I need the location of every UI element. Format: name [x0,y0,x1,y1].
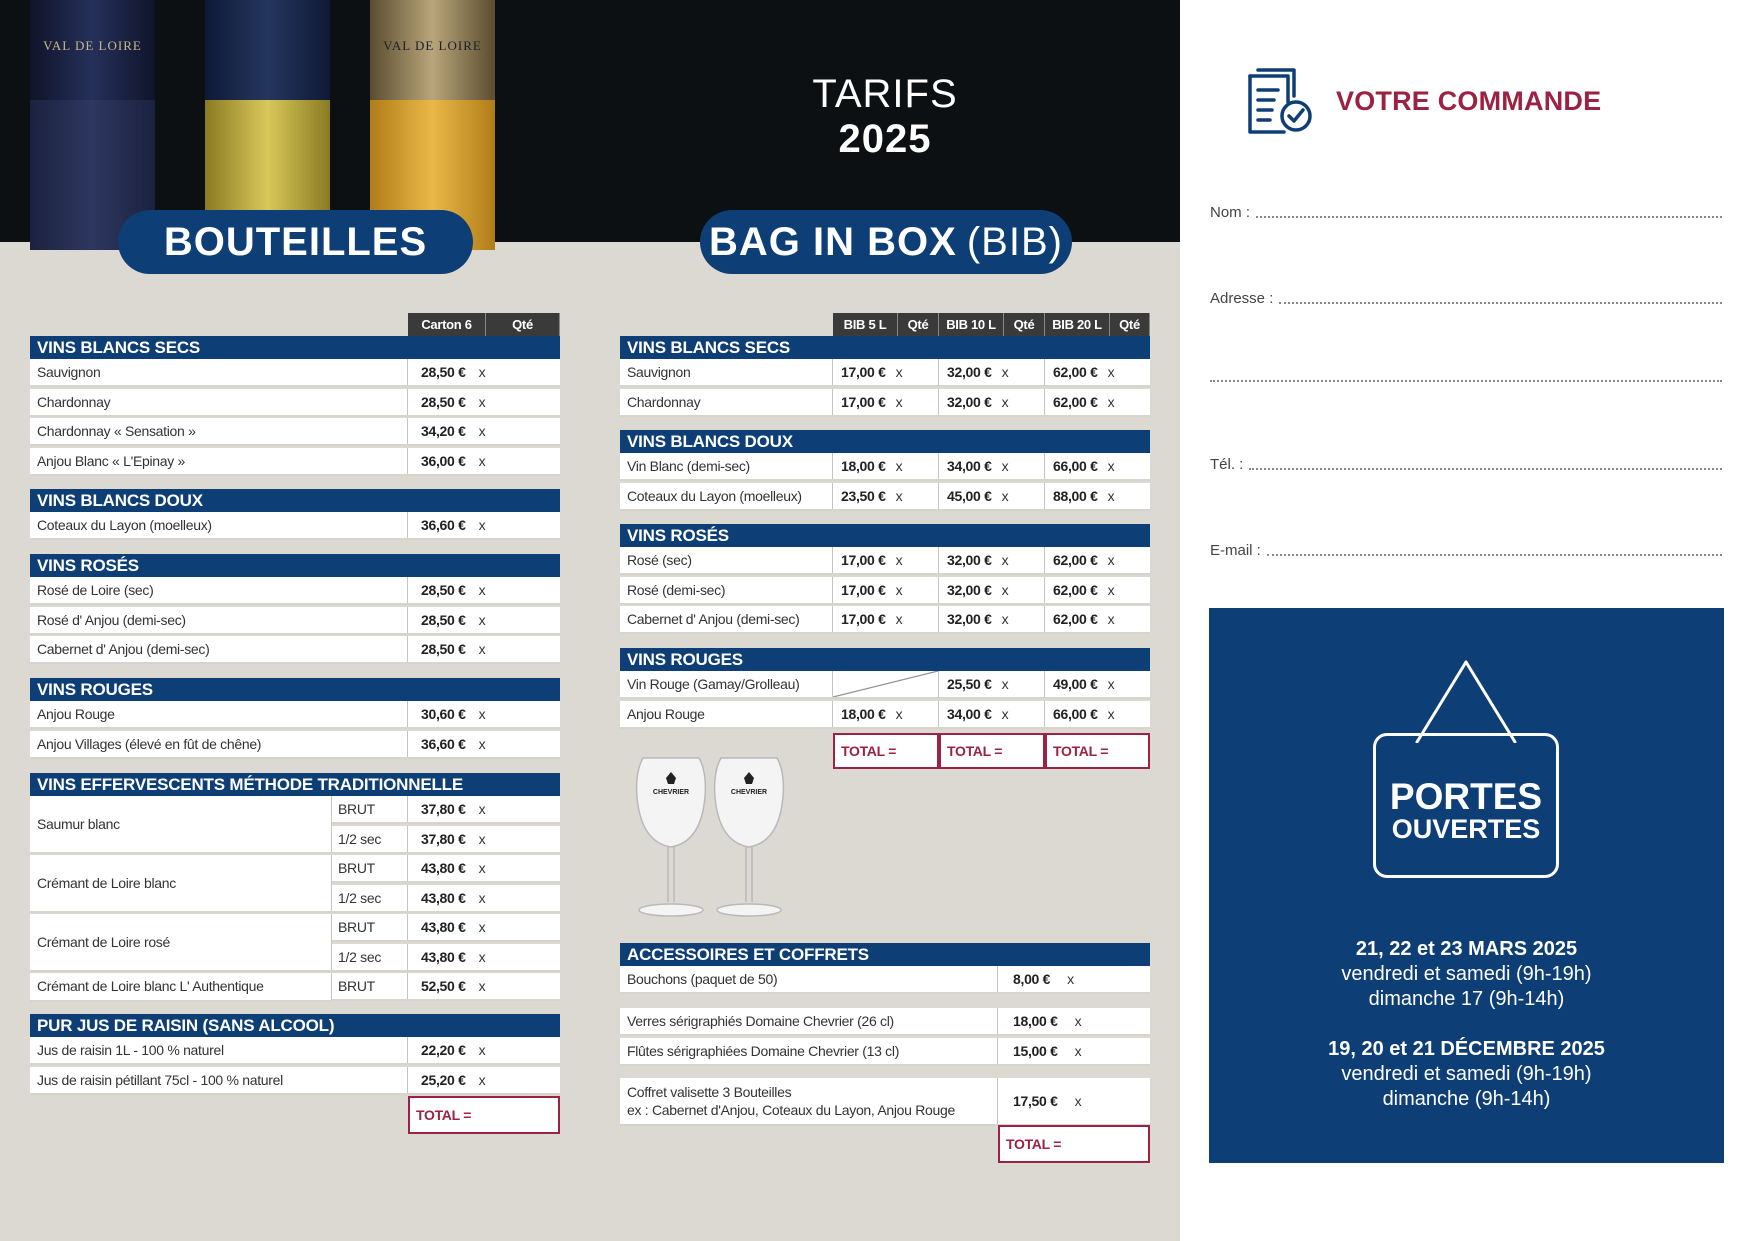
price-cell[interactable] [1045,389,1150,415]
table-row [332,914,560,942]
product-name: Bouchons (paquet de 50) [620,966,998,992]
price: 25,50 € [947,676,992,692]
price-cell[interactable] [408,701,560,727]
price-cell[interactable] [408,855,560,881]
order-panel [1180,0,1754,1241]
product-name: Crémant de Loire rosé [30,914,332,970]
price: 36,60 € [421,735,466,752]
section-header: PUR JUS DE RAISIN (SANS ALCOOL) [30,1014,560,1037]
product-name: Anjou Villages (élevé en fût de chêne) [30,731,408,757]
address-field[interactable]: Adresse : [1210,290,1722,307]
price: 18,00 € [841,705,886,722]
price: 32,00 € [947,552,992,568]
product-name: Cabernet d' Anjou (demi-sec) [30,636,408,662]
table-row [332,826,560,854]
qty-x: x [1107,552,1115,568]
price: 17,00 € [841,581,886,598]
group-name [30,914,332,972]
price-cell[interactable] [939,577,1045,603]
price: 18,00 € [841,458,886,474]
price: 23,50 € [841,487,886,504]
variant: BRUT [332,796,408,822]
col-header: Qté [1004,313,1045,336]
price-cell[interactable] [833,577,939,603]
qty-x: x [478,919,486,935]
product-name: Chardonnay [620,389,833,415]
table-row [30,636,560,664]
price-cell[interactable] [1045,671,1150,697]
table-row [620,966,1150,994]
qty-x: x [1107,393,1115,410]
price-cell[interactable] [408,914,560,940]
qty-x: x [1107,364,1115,380]
price: 66,00 € [1053,458,1098,474]
event-dates: 19, 20 et 21 DÉCEMBRE 2025 [1328,1038,1605,1060]
table-row [30,1037,560,1065]
table-row [30,701,560,729]
variant: 1/2 sec [332,826,408,852]
section-header: ACCESSOIRES ET COFFRETS [620,943,1150,966]
price: 34,00 € [947,458,992,474]
qty-x: x [1001,487,1009,504]
table-row [332,944,560,972]
qty-x: x [1107,676,1115,692]
variant: BRUT [332,914,408,940]
product-name: Rosé (sec) [620,547,833,573]
price-cell[interactable] [939,359,1045,385]
qty-x: x [478,364,486,380]
order-title: VOTRE COMMANDE [1336,86,1602,116]
price-cell[interactable] [408,607,560,633]
group-name [30,973,332,1002]
qty-x: x [478,860,486,876]
qty-x: x [1001,581,1009,598]
price-cell[interactable] [939,483,1045,509]
qty-x: x [895,581,903,598]
qty-x: x [1107,611,1115,627]
price: 36,60 € [421,517,466,533]
table-row [620,577,1150,605]
table-row [30,389,560,417]
price-cell[interactable] [408,731,560,757]
qty-x: x [478,423,486,439]
table-row [30,731,560,759]
price-cell[interactable] [1045,547,1150,573]
section-header: VINS ROUGES [620,648,1150,671]
qty-x: x [1074,1013,1082,1029]
product-name: Crémant de Loire blanc L' Authentique [30,973,332,1000]
price: 43,80 € [421,860,466,876]
section-header: VINS ROSÉS [30,554,560,577]
table-row [332,855,560,883]
qty-x: x [1107,705,1115,722]
qty-x: x [1074,1043,1082,1059]
price-cell[interactable] [833,547,939,573]
product-name: Anjou Rouge [620,701,833,727]
qty-x: x [895,552,903,568]
bottle-image: VAL DE LOIRE [30,0,155,250]
variant: 1/2 sec [332,944,408,970]
qty-x: x [478,517,486,533]
price: 28,50 € [421,582,466,598]
total-box[interactable]: TOTAL = [998,1125,1150,1163]
qty-x: x [1001,705,1009,722]
qty-x: x [478,641,486,657]
email-field[interactable]: E-mail : [1210,542,1722,559]
variant: 1/2 sec [332,885,408,911]
group-name [30,796,332,854]
price: 34,20 € [421,423,466,439]
section-header: VINS BLANCS SECS [30,336,560,359]
product-name: Vin Blanc (demi-sec) [620,453,833,479]
price: 43,80 € [421,919,466,935]
price: 52,50 € [421,978,466,994]
phone-field[interactable]: Tél. : [1210,456,1722,473]
qty-x: x [478,978,486,994]
price-cell[interactable] [408,885,560,911]
glass-brand: CHEVRIER [730,789,768,796]
price: 15,00 € [1013,1043,1058,1059]
bottle-image: VAL DE LOIRE [370,0,495,250]
col-qte: Qté [486,313,560,336]
price-cell[interactable] [833,359,939,385]
event-dates: 21, 22 et 23 MARS 2025 [1355,938,1578,960]
qty-x: x [1067,971,1074,987]
bib-title: BAG IN BOX (BIB) [700,210,1072,274]
product-name: Sauvignon [30,359,408,385]
total-box[interactable]: TOTAL = [1045,733,1150,769]
price: 62,00 € [1053,393,1098,410]
col-header: BIB 10 L [939,313,1004,336]
product-name [620,1078,998,1124]
glass-brand: CHEVRIER [652,789,690,796]
price-cell[interactable] [939,453,1045,479]
table-row [332,885,560,913]
qty-x: x [1001,364,1009,380]
price: 17,50 € [1013,1093,1058,1109]
product-name: Anjou Blanc « L'Epinay » [30,448,408,474]
qty-x: x [478,801,486,817]
price-cell[interactable] [1045,577,1150,603]
wine-glasses-image [625,752,795,922]
table-row [30,448,560,476]
qty-x: x [478,452,486,469]
price: 37,80 € [421,801,466,817]
price: 43,80 € [421,948,466,965]
product-name: Rosé d' Anjou (demi-sec) [30,607,408,633]
qty-x: x [478,1042,486,1058]
qty-x: x [1001,393,1009,410]
price-cell[interactable] [939,701,1045,727]
section-header: VINS BLANCS SECS [620,336,1150,359]
product-name: Sauvignon [620,359,833,385]
table-row [620,483,1150,511]
price: 17,00 € [841,364,886,380]
price: 32,00 € [947,581,992,598]
table-row [332,796,560,824]
address-line-2[interactable] [1210,370,1722,385]
open-days-title: PORTES OUVERTES [1389,776,1543,844]
qty-x: x [895,611,903,627]
qty-x: x [895,705,903,722]
group-name [30,855,332,913]
section-header: VINS BLANCS DOUX [30,489,560,512]
hanging-sign-icon [1409,658,1524,743]
price-cell[interactable] [408,973,560,999]
product-name: Cabernet d' Anjou (demi-sec) [620,606,833,632]
event-hours: vendredi et samedi (9h-19h) [1341,1063,1592,1085]
col-carton: Carton 6 [408,313,486,336]
price: 34,00 € [947,705,992,722]
total-box[interactable]: TOTAL = [408,1096,560,1134]
col-header: BIB 20 L [1045,313,1110,336]
col-header: BIB 5 L [833,313,898,336]
table-row [30,577,560,605]
total-box[interactable]: TOTAL = [939,733,1045,769]
price-cell[interactable] [833,483,939,509]
table-row [332,973,560,1001]
qty-x: x [478,948,486,965]
product-name: Rosé de Loire (sec) [30,577,408,603]
price-cell[interactable] [408,1037,560,1063]
price: 17,00 € [841,552,886,568]
product-name: Coteaux du Layon (moelleux) [620,483,833,509]
price: 37,80 € [421,830,466,847]
table-row [620,606,1150,634]
qty-x: x [478,393,486,410]
order-form-icon [1244,62,1320,138]
qty-x: x [895,487,903,504]
name-field[interactable]: Nom : [1210,204,1722,221]
price-cell[interactable] [408,826,560,852]
price: 43,80 € [421,889,466,906]
price: 62,00 € [1053,581,1098,598]
price: 45,00 € [947,487,992,504]
price: 28,50 € [421,364,466,380]
column-header [408,313,560,336]
table-row [30,512,560,540]
table-row [620,547,1150,575]
price-cell[interactable] [408,389,560,415]
product-name-line: Coffret valisette 3 Bouteilles [627,1084,792,1100]
price: 66,00 € [1053,705,1098,722]
price-cell[interactable] [1045,359,1150,385]
product-name: Crémant de Loire blanc [30,855,332,911]
section-header: VINS EFFERVESCENTS MÉTHODE TRADITIONNELLE [30,773,560,796]
table-row [620,671,1150,699]
qty-x: x [895,393,903,410]
table-row [620,701,1150,729]
price: 17,00 € [841,393,886,410]
price-cell[interactable] [998,1078,1150,1124]
price-cell[interactable] [939,671,1045,697]
qty-x: x [1074,1093,1082,1109]
price-cell[interactable] [998,966,1150,992]
qty-x: x [478,611,486,628]
price-cell[interactable] [408,512,560,538]
table-row [30,418,560,446]
qty-x: x [1001,458,1009,474]
event-hours: vendredi et samedi (9h-19h) [1341,963,1592,985]
qty-x: x [1001,676,1009,692]
price-cell[interactable] [408,796,560,822]
price-cell[interactable] [408,944,560,970]
section-header: VINS ROUGES [30,678,560,701]
price-cell[interactable] [939,547,1045,573]
table-row [620,453,1150,481]
price-cell[interactable] [408,359,560,385]
price: 30,60 € [421,706,466,722]
price-cell[interactable] [1045,453,1150,479]
variant: BRUT [332,855,408,881]
total-box[interactable]: TOTAL = [833,733,939,769]
price: 62,00 € [1053,552,1098,568]
price-cell[interactable] [408,1067,560,1093]
column-header [833,313,1150,336]
event-hours: dimanche 17 (9h-14h) [1368,988,1565,1010]
qty-x: x [478,1071,486,1088]
price: 17,00 € [841,611,886,627]
price: 62,00 € [1053,611,1098,627]
price-cell[interactable] [833,701,939,727]
qty-x: x [1107,487,1115,504]
qty-x: x [895,364,903,380]
product-name: Saumur blanc [30,796,332,852]
unavailable-cell[interactable] [833,671,939,697]
event-hours: dimanche (9h-14h) [1382,1088,1551,1110]
price-cell[interactable] [1045,701,1150,727]
price-cell[interactable] [408,418,560,444]
variant: BRUT [332,973,408,999]
qty-x: x [895,458,903,474]
qty-x: x [478,706,486,722]
table-row [620,359,1150,387]
price: 49,00 € [1053,676,1098,692]
qty-x: x [478,830,486,847]
price-cell[interactable] [998,1038,1150,1064]
table-row [30,1067,560,1095]
col-header: Qté [1110,313,1150,336]
qty-x: x [478,889,486,906]
price: 88,00 € [1053,487,1098,504]
price: 18,00 € [1013,1013,1058,1029]
price: 28,50 € [421,611,466,628]
price: 32,00 € [947,393,992,410]
col-header: Qté [898,313,939,336]
table-row [620,1078,1150,1126]
price: 8,00 € [1013,971,1051,987]
product-name: Anjou Rouge [30,701,408,727]
qty-x: x [1001,552,1009,568]
price-cell[interactable] [408,448,560,474]
price-cell[interactable] [833,453,939,479]
product-name: Vin Rouge (Gamay/Grolleau) [620,671,833,697]
price: 25,20 € [421,1071,466,1088]
open-days-panel [1209,608,1724,1163]
price: 32,00 € [947,611,992,627]
bouteilles-title: BOUTEILLES [118,210,473,274]
product-name: Rosé (demi-sec) [620,577,833,603]
price-cell[interactable] [833,606,939,632]
price: 28,50 € [421,393,466,410]
table-row [30,607,560,635]
product-name: Verres sérigraphiés Domaine Chevrier (26 cl) [620,1008,998,1034]
table-row [620,1008,1150,1036]
section-header: VINS ROSÉS [620,524,1150,547]
qty-x: x [1001,611,1009,627]
price: 62,00 € [1053,364,1098,380]
price-cell[interactable] [408,577,560,603]
page-title: TARIFS 2025 [812,72,958,161]
qty-x: x [1107,581,1115,598]
section-header: VINS BLANCS DOUX [620,430,1150,453]
table-row [620,389,1150,417]
price: 28,50 € [421,641,466,657]
price-cell[interactable] [1045,606,1150,632]
qty-x: x [478,582,486,598]
price: 32,00 € [947,364,992,380]
table-row [620,1038,1150,1066]
product-name: Jus de raisin 1L - 100 % naturel [30,1037,408,1063]
price-cell[interactable] [939,606,1045,632]
table-row [30,359,560,387]
qty-x: x [1107,458,1115,474]
price-cell[interactable] [408,636,560,662]
price-cell[interactable] [833,389,939,415]
product-name: Coteaux du Layon (moelleux) [30,512,408,538]
product-name: Jus de raisin pétillant 75cl - 100 % naturel [30,1067,408,1093]
price-cell[interactable] [998,1008,1150,1034]
price: 36,00 € [421,452,466,469]
product-name-line: ex : Cabernet d'Anjou, Coteaux du Layon, Anjou Rouge [627,1102,955,1118]
qty-x: x [478,735,486,752]
product-name: Chardonnay « Sensation » [30,418,408,444]
price-cell[interactable] [939,389,1045,415]
price: 22,20 € [421,1042,466,1058]
product-name: Chardonnay [30,389,408,415]
price-cell[interactable] [1045,483,1150,509]
product-name: Flûtes sérigraphiées Domaine Chevrier (13 cl) [620,1038,998,1064]
